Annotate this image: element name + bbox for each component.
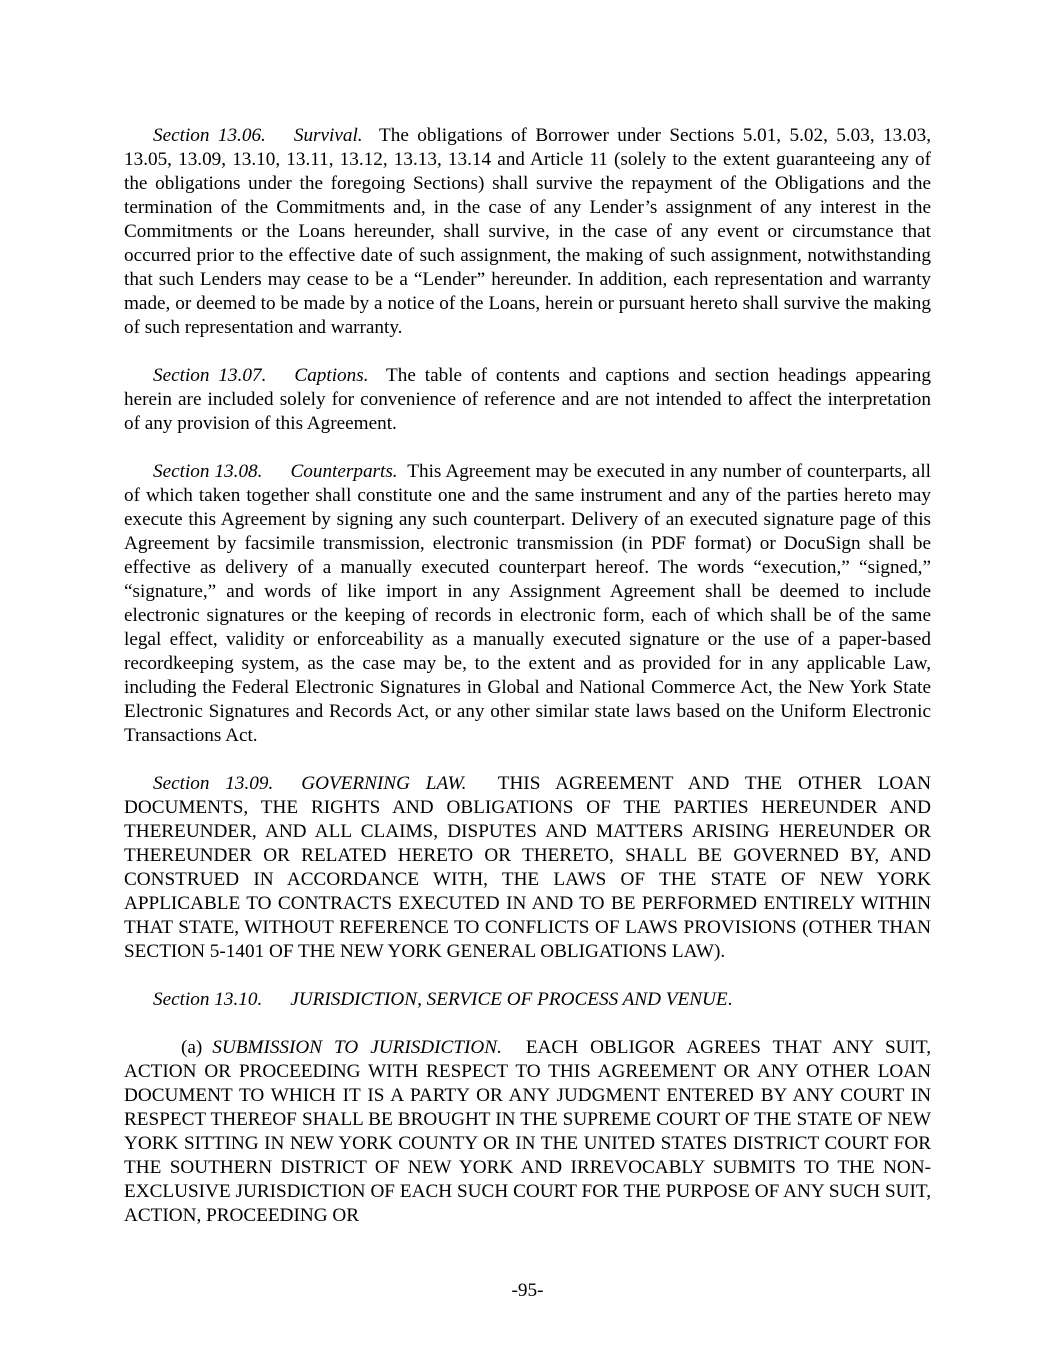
section-title: Captions. bbox=[294, 365, 369, 386]
section-title-period: . bbox=[727, 989, 733, 1010]
subsection-title: SUBMISSION TO JURISDICTION. bbox=[212, 1037, 502, 1058]
page-number: -95- bbox=[511, 1280, 544, 1301]
section-13-08 bbox=[124, 460, 931, 748]
subsection-label: (a) bbox=[181, 1037, 203, 1058]
document-page bbox=[124, 124, 931, 1252]
section-number: Section 13.06. bbox=[153, 125, 266, 146]
section-title: Survival. bbox=[293, 125, 363, 146]
section-body: THIS AGREEMENT AND THE OTHER LOAN DOCUMENTS, THE RIGHTS AND OBLIGATIONS OF THE PARTIES HEREUNDER AND THEREUNDER, AND ALL CLAIMS, DISPUTES AND MATTERS ARISING HEREUNDER OR THEREUNDER OR RELATED HERETO OR THERETO, SHALL BE GOVERNED BY, AND CONSTRUED IN ACCORDANCE WITH, THE LAWS OF THE STATE OF NEW YORK APPLICABLE TO CONTRACTS EXECUTED IN AND TO BE PERFORMED ENTIRELY WITHIN THAT STATE, WITHOUT REFERENCE TO CONFLICTS OF LAWS PROVISIONS (OTHER THAN SECTION 5-1401 OF THE NEW YORK GENERAL OBLIGATIONS LAW). bbox=[124, 773, 931, 962]
section-title: GOVERNING LAW. bbox=[301, 773, 467, 794]
section-number: Section 13.09. bbox=[153, 773, 274, 794]
section-number: Section 13.07. bbox=[153, 365, 267, 386]
section-body: This Agreement may be executed in any number of counterparts, all of which taken together shall constitute one and the same instrument and any of the parties hereto may execute this Agreement by signing any such counterpart. Delivery of an executed signature page of this Agreement by facsimile transmission, electronic transmission (in PDF format) or DocuSign shall be effective as delivery of a manually executed counterpart hereof. The words “execution,” “signed,” “signature,” and words of like import in any Assignment Agreement shall be deemed to include electronic signatures or the keeping of records in electronic form, each of which shall be of the same legal effect, validity or enforceability as a manually executed signature or the use of a paper-based recordkeeping system, as the case may be, to the extent and as provided for in any applicable Law, including the Federal Electronic Signatures in Global and National Commerce Act, the New York State Electronic Signatures and Records Act, or any other similar state laws based on the Uniform Electronic Transactions Act. bbox=[124, 461, 931, 746]
section-13-07 bbox=[124, 364, 931, 436]
section-title: Counterparts. bbox=[290, 461, 398, 482]
section-number: Section 13.08. bbox=[153, 461, 263, 482]
section-13-06 bbox=[124, 124, 931, 340]
section-13-09 bbox=[124, 772, 931, 964]
section-body: The table of contents and captions and section headings appearing herein are included solely for convenience of reference and are not intended to affect the interpretation of any provision of this Agreement. bbox=[124, 365, 931, 434]
subsection-body: EACH OBLIGOR AGREES THAT ANY SUIT, ACTION OR PROCEEDING WITH RESPECT TO THIS AGREEMENT OR ANY OTHER LOAN DOCUMENT TO WHICH IT IS A PARTY OR ANY JUDGMENT ENTERED BY ANY COURT IN RESPECT THEREOF SHALL BE BROUGHT IN THE SUPREME COURT OF THE STATE OF NEW YORK SITTING IN NEW YORK COUNTY OR IN THE UNITED STATES DISTRICT COURT FOR THE SOUTHERN DISTRICT OF NEW YORK AND IRREVOCABLY SUBMITS TO THE NON-EXCLUSIVE JURISDICTION OF EACH SUCH COURT FOR THE PURPOSE OF ANY SUCH SUIT, ACTION, PROCEEDING OR bbox=[124, 1037, 932, 1226]
section-13-10 bbox=[124, 988, 931, 1012]
section-body: The obligations of Borrower under Sections 5.01, 5.02, 5.03, 13.03, 13.05, 13.09, 13.10, 13.11, 13.12, 13.13, 13.14 and Article 11 (solely to the extent guaranteeing any of the obligations under the foregoing Sections) shall survive the repayment of the Obligations and the termination of the Commitments and, in the case of any Lender’s assignment of any interest in the Commitments or the Loans hereunder, shall survive, in the case of any event or circumstance that occurred prior to the effective date of such assignment, the making of such assignment, notwithstanding that such Lenders may cease to be a “Lender” hereunder. In addition, each representation and warranty made, or deemed to be made by a notice of the Loans, herein or pursuant hereto shall survive the making of such representation and warranty. bbox=[124, 125, 932, 338]
section-number: Section 13.10. bbox=[153, 989, 263, 1010]
subsection-a bbox=[124, 1036, 931, 1228]
section-title: JURISDICTION, SERVICE OF PROCESS AND VENUE bbox=[290, 989, 728, 1010]
